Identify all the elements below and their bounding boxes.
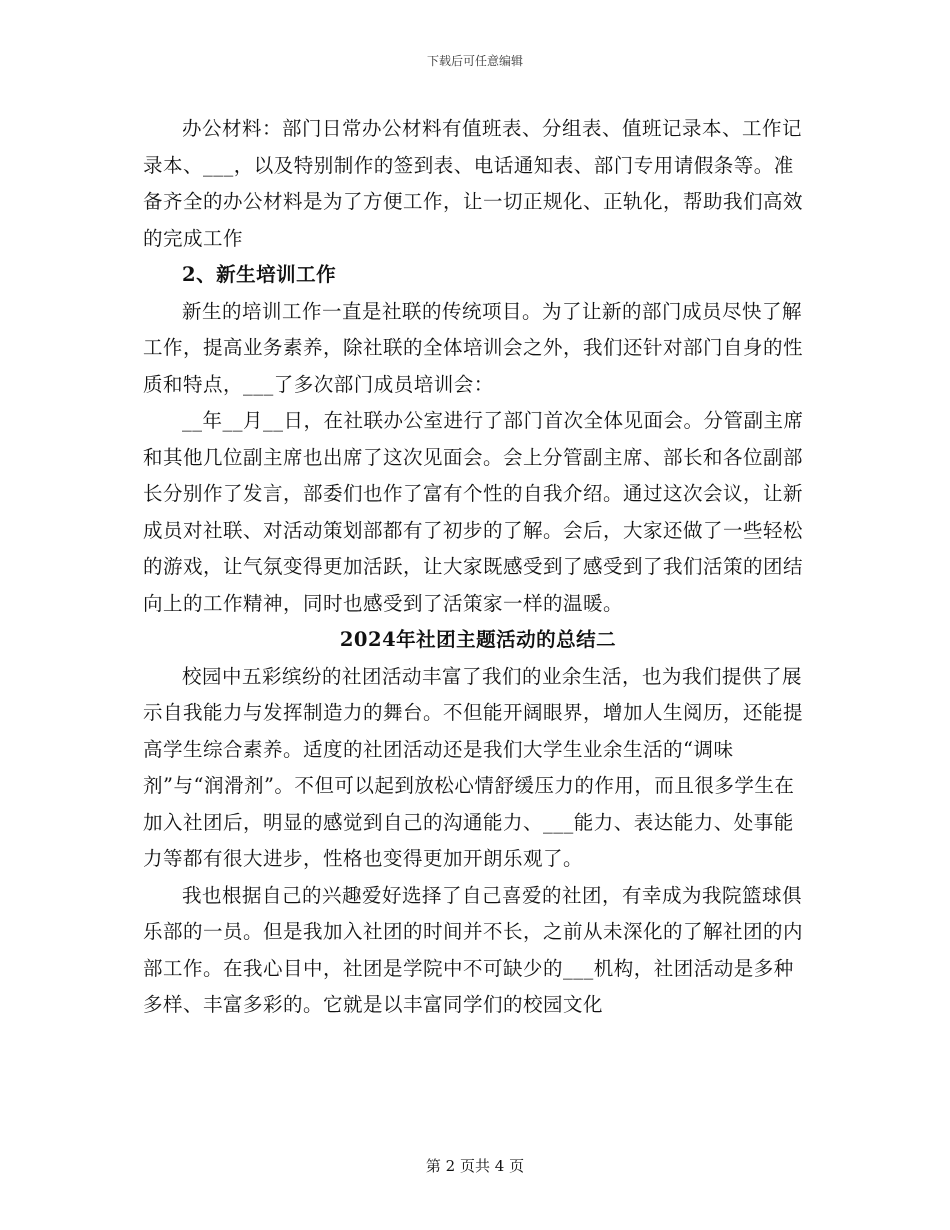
page-header: 下载后可任意编辑 — [426, 54, 523, 68]
section-heading-training: 2、新生培训工作 — [182, 263, 337, 286]
paragraph-basketball-club: 我也根据自己的兴趣爱好选择了自己喜爱的社团，有幸成为我院篮球俱乐部的一员。但是我加入社团的时间并不长，之前从未深化的了解社团的内部工作。在我心目中，社团是学院中不可缺少的___机构，社团活动是多种多样、丰富多彩的。它就是以丰富同学们的校园文化 — [143, 883, 804, 1016]
paragraph-first-meeting: __年__月__日，在社联办公室进行了部门首次全体见面会。分管副主席和其他几位副主席也出席了这次见面会。会上分管副主席、部长和各位副部长分别作了发言，部委们也作了富有个性的自我介绍。通过这次会议，让新成员对社联、对活动策划部都有了初步的了解。会后，大家还做了一些轻松的游戏，让气氛变得更加活跃，让大家既感受到了感受到了我们活策的团结向上的工作精神，同时也感受到了活策家一样的温暖。 — [143, 409, 804, 615]
document-title: 2024年社团主题活动的总结二 — [339, 628, 617, 651]
document-body — [143, 111, 813, 1024]
paragraph-office-materials: 办公材料：部门日常办公材料有值班表、分组表、值班记录本、工作记录本、___，以及特别制作的签到表、电话通知表、部门专用请假条等。准备齐全的办公材料是为了方便工作，让一切正规化、正轨化，帮助我们高效的完成工作 — [143, 117, 804, 250]
page-footer: 第 2 页共 4 页 — [425, 1157, 525, 1175]
paragraph-club-activities: 校园中五彩缤纷的社团活动丰富了我们的业余生活，也为我们提供了展示自我能力与发挥制造力的舞台。不但能开阔眼界，增加人生阅历，还能提高学生综合素养。适度的社团活动还是我们大学生业余生活的“调味剂”与“润滑剂”。不但可以起到放松心情舒缓压力的作用，而且很多学生在加入社团后，明显的感觉到自己的沟通能力、___能力、表达能力、处事能力等都有很大进步，性格也变得更加开朗乐观了。 — [143, 664, 804, 870]
paragraph-training-intro: 新生的培训工作一直是社联的传统项目。为了让新的部门成员尽快了解工作，提高业务素养，除社联的全体培训会之外，我们还针对部门自身的性质和特点，___了多次部门成员培训会： — [143, 299, 804, 396]
